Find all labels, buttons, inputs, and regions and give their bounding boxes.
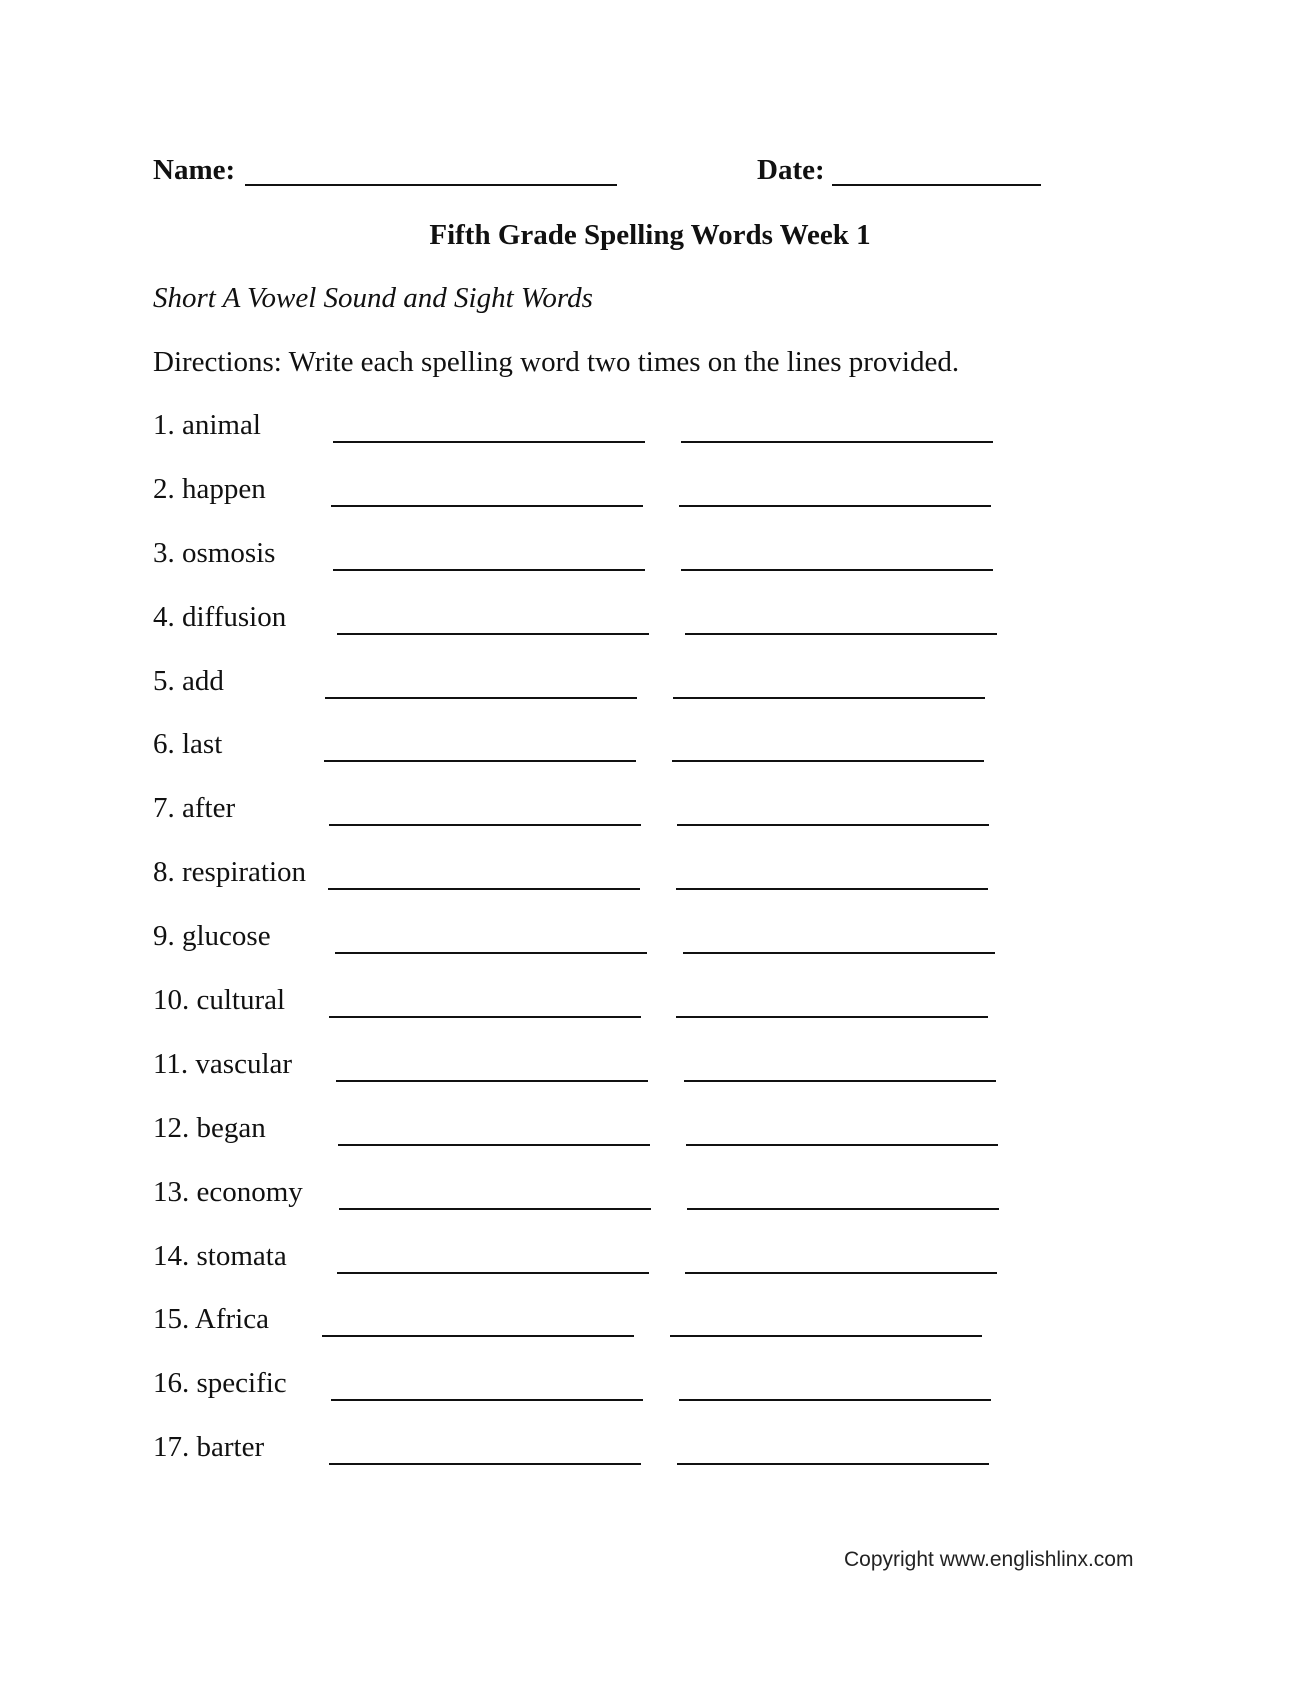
writing-line	[681, 569, 993, 571]
writing-line	[337, 633, 649, 635]
writing-line	[325, 697, 637, 699]
word-row	[153, 661, 1053, 725]
word-row	[153, 1236, 1053, 1300]
spelling-word: 13. economy	[153, 1175, 303, 1208]
spelling-word: 8. respiration	[153, 856, 307, 889]
date-blank-line	[832, 184, 1041, 186]
word-row	[153, 724, 1053, 788]
spelling-word: 1. animal	[153, 409, 261, 441]
writing-line	[322, 1335, 634, 1337]
writing-line	[677, 1463, 989, 1465]
writing-line	[328, 888, 640, 890]
writing-line	[687, 1208, 999, 1210]
writing-line	[329, 1463, 641, 1465]
spelling-word: 17. barter	[153, 1431, 265, 1464]
writing-line	[335, 952, 647, 954]
word-row	[153, 469, 1053, 533]
writing-line	[672, 760, 984, 762]
writing-line	[333, 569, 645, 571]
writing-line	[339, 1208, 651, 1210]
spelling-word-list	[153, 405, 1053, 1491]
writing-line	[329, 824, 641, 826]
spelling-word: 10. cultural	[153, 984, 286, 1017]
spelling-word: 15. Africa	[153, 1303, 269, 1336]
word-row	[153, 1363, 1053, 1427]
writing-line	[686, 1144, 998, 1146]
word-row	[153, 788, 1053, 852]
header-row	[153, 150, 1053, 190]
writing-line	[676, 1016, 988, 1018]
word-row	[153, 1427, 1053, 1491]
writing-line	[336, 1080, 648, 1082]
writing-line	[331, 1399, 643, 1401]
directions-text: Directions: Write each spelling word two times on the lines provided.	[153, 346, 960, 378]
writing-line	[331, 505, 643, 507]
spelling-word: 9. glucose	[153, 920, 271, 953]
word-row	[153, 1108, 1053, 1172]
writing-line	[684, 1080, 996, 1082]
writing-line	[677, 824, 989, 826]
writing-line	[685, 633, 997, 635]
word-row	[153, 916, 1053, 980]
spelling-word: 14. stomata	[153, 1239, 287, 1272]
writing-line	[683, 952, 995, 954]
word-row	[153, 1172, 1053, 1236]
writing-line	[670, 1335, 982, 1337]
worksheet-subtitle: Short A Vowel Sound and Sight Words	[153, 282, 593, 314]
writing-line	[679, 1399, 991, 1401]
copyright-notice: Copyright www.englishlinx.com	[844, 1548, 1134, 1571]
word-row	[153, 597, 1053, 661]
word-row	[153, 1044, 1053, 1108]
name-label: Name:	[153, 154, 236, 186]
word-row	[153, 405, 1053, 469]
spelling-word: 7. after	[153, 792, 236, 825]
writing-line	[685, 1272, 997, 1274]
date-label: Date:	[757, 154, 825, 186]
writing-line	[679, 505, 991, 507]
word-row	[153, 533, 1053, 597]
writing-line	[673, 697, 985, 699]
worksheet-title: Fifth Grade Spelling Words Week 1	[429, 219, 871, 251]
spelling-word: 4. diffusion	[153, 600, 287, 633]
writing-line	[338, 1144, 650, 1146]
spelling-word: 6. last	[153, 728, 223, 761]
spelling-word: 2. happen	[153, 472, 266, 505]
writing-line	[681, 441, 993, 443]
writing-line	[676, 888, 988, 890]
name-blank-line	[245, 184, 617, 186]
writing-line	[329, 1016, 641, 1018]
spelling-word: 12. began	[153, 1111, 266, 1144]
writing-line	[333, 441, 645, 443]
word-row	[153, 980, 1053, 1044]
word-row	[153, 852, 1053, 916]
writing-line	[337, 1272, 649, 1274]
spelling-word: 5. add	[153, 664, 224, 697]
spelling-word: 3. osmosis	[153, 536, 276, 569]
spelling-word: 16. specific	[153, 1367, 287, 1400]
word-row	[153, 1299, 1053, 1363]
writing-line	[324, 760, 636, 762]
spelling-word: 11. vascular	[153, 1047, 293, 1080]
